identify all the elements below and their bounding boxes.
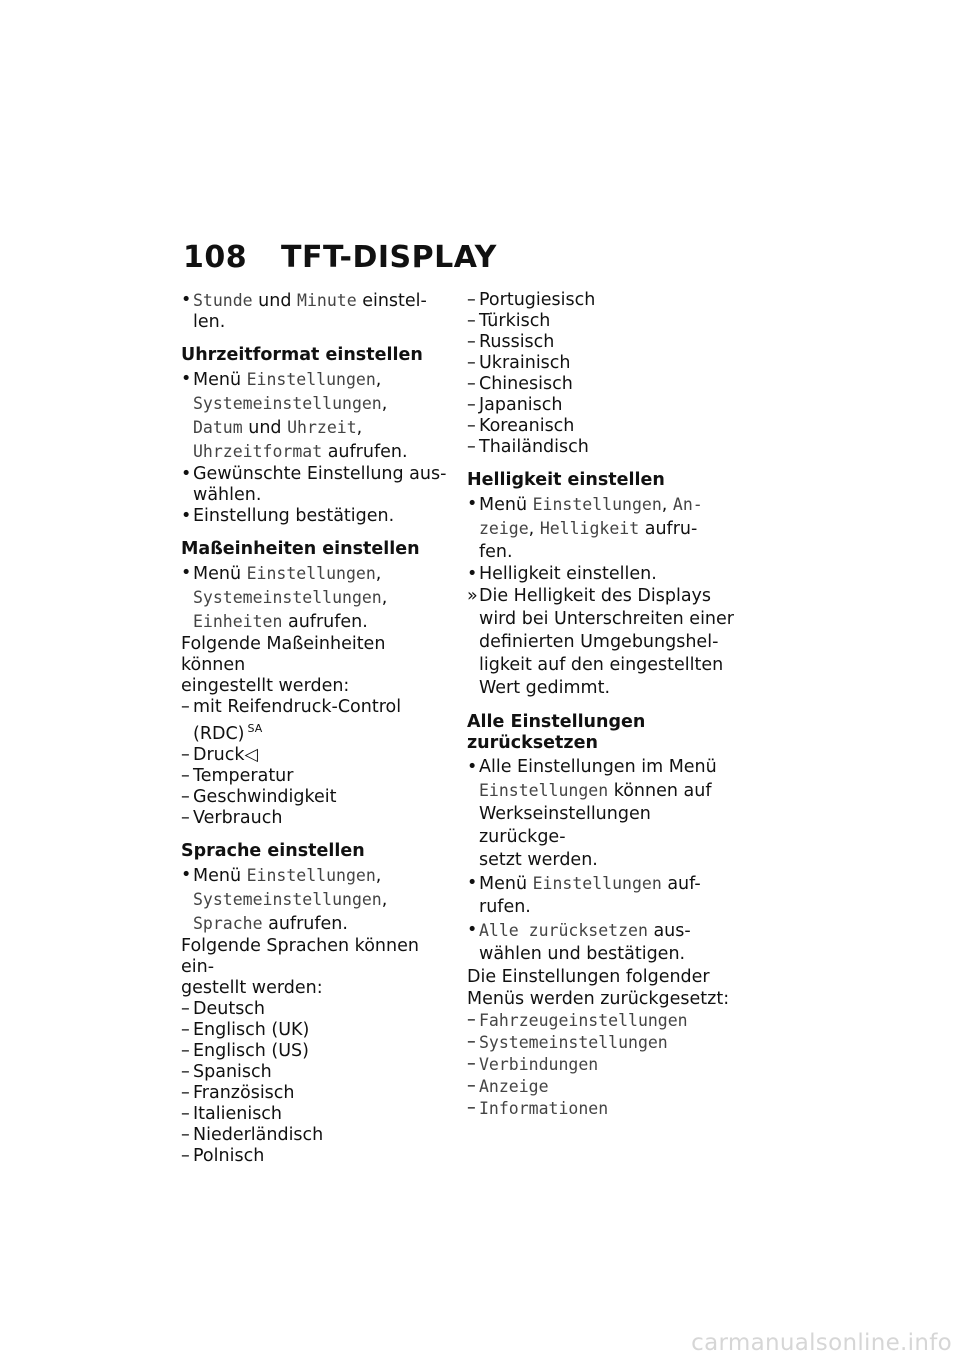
language-intro — [181, 936, 453, 999]
dash-icon: – — [467, 311, 476, 331]
text: zurücksetzen — [467, 733, 598, 753]
text: Verbrauch — [193, 807, 283, 828]
text: wird bei Unterschreiten einer — [479, 609, 734, 629]
text: Italienisch — [193, 1103, 283, 1124]
menu-code: Einstellungen — [246, 564, 376, 583]
dash-icon: – — [181, 765, 190, 786]
dash-item-language — [467, 395, 737, 416]
bullet-reset-info — [467, 756, 737, 872]
text: Ukrainisch — [479, 353, 571, 373]
text: Menüs werden zurückgesetzt: — [467, 989, 730, 1009]
menu-code: Einstellungen — [479, 781, 609, 800]
text: eingestellt werden: — [181, 676, 350, 696]
text: len. — [193, 312, 226, 332]
text: aufru- — [639, 519, 698, 539]
bullet-icon: • — [467, 920, 478, 940]
text: wählen und bestätigen. — [479, 944, 686, 964]
dash-item-speed — [181, 787, 453, 808]
bullet-language-menu — [181, 864, 453, 936]
menu-code: Verbindungen — [479, 1055, 599, 1074]
heading-reset — [467, 712, 737, 754]
bullet-reset-menu — [467, 872, 737, 919]
dash-icon: – — [467, 1010, 476, 1030]
text: gestellt werden: — [181, 977, 323, 998]
dash-icon: – — [181, 998, 190, 1019]
watermark: carmanualsonline.info — [691, 1330, 952, 1356]
text: Helligkeit einstellen. — [479, 564, 657, 584]
text: Portugiesisch — [479, 290, 596, 310]
dash-icon: – — [181, 744, 190, 765]
bullet-icon: • — [467, 494, 478, 514]
dash-icon: – — [467, 332, 476, 352]
dash-item-language — [181, 1125, 453, 1146]
text: aufrufen. — [322, 442, 408, 462]
bullet-icon: • — [181, 506, 192, 526]
bullet-icon: • — [181, 563, 192, 583]
text: Gewünschte Einstellung aus- — [193, 464, 447, 484]
dash-icon: – — [467, 1076, 476, 1096]
dash-item-reset-menu — [467, 1010, 737, 1032]
dash-item-language — [467, 374, 737, 395]
dash-icon: – — [181, 1061, 190, 1082]
text: Einstellung bestätigen. — [193, 506, 395, 526]
text: Menü — [193, 564, 247, 584]
dash-item-reset-menu — [467, 1076, 737, 1098]
dash-item-language — [181, 999, 453, 1020]
text: Menü — [193, 370, 247, 390]
text: Menü — [193, 865, 247, 886]
option-superscript: SA — [247, 722, 263, 735]
dash-icon: – — [181, 1082, 190, 1103]
bullet-icon: • — [467, 757, 478, 777]
dash-icon: – — [467, 1032, 476, 1052]
text: Türkisch — [479, 311, 551, 331]
text: Wert gedimmt. — [479, 678, 611, 698]
dash-icon: – — [181, 1145, 190, 1166]
dash-icon: – — [467, 374, 476, 394]
menu-code: Minute — [297, 291, 357, 310]
bullet-icon: • — [181, 290, 192, 310]
text: und — [242, 418, 288, 438]
dash-item-pressure — [181, 745, 453, 766]
page-header — [183, 240, 497, 275]
text: , — [381, 394, 388, 414]
dash-item-language — [467, 416, 737, 437]
dash-item-language — [467, 311, 737, 332]
text: fen. — [479, 542, 513, 562]
text: definierten Umgebungshel- — [479, 632, 719, 652]
text: Druck — [193, 744, 245, 765]
menu-code: An- — [672, 495, 703, 514]
text: , — [375, 370, 382, 390]
text: Englisch (UK) — [193, 1019, 310, 1040]
text: Polnisch — [193, 1145, 265, 1166]
text: Französisch — [193, 1082, 295, 1103]
dash-icon: – — [181, 697, 190, 717]
dash-item-reset-menu — [467, 1098, 737, 1120]
menu-code: Informationen — [479, 1099, 609, 1118]
text: Die Einstellungen folgender — [467, 967, 710, 987]
result-arrow-icon: » — [467, 586, 478, 606]
bullet-set-hour-minute — [181, 290, 453, 333]
text: Niederländisch — [193, 1124, 324, 1145]
dash-item-language — [467, 437, 737, 458]
units-intro — [181, 634, 453, 697]
text: , — [381, 889, 388, 910]
dash-item-language — [467, 290, 737, 311]
bullet-icon: • — [181, 369, 192, 389]
text: Folgende Sprachen können ein- — [181, 935, 419, 977]
result-brightness-dimming — [467, 585, 737, 700]
menu-code: Anzeige — [479, 1077, 549, 1096]
dash-item-language — [181, 1041, 453, 1062]
page-number: 108 — [183, 240, 248, 275]
text: aus- — [647, 921, 691, 941]
text: Werkseinstellungen zurückge- — [479, 804, 651, 847]
dash-item-temperature — [181, 766, 453, 787]
menu-code: Systemeinstellungen — [479, 1033, 668, 1052]
text: aufrufen. — [262, 913, 348, 934]
dash-item-language — [181, 1062, 453, 1083]
text: setzt werden. — [479, 850, 598, 870]
dash-icon: – — [181, 1124, 190, 1145]
menu-code: Systemeinstellungen — [193, 889, 382, 909]
dash-icon: – — [467, 437, 476, 457]
text: , — [661, 495, 673, 515]
dash-icon: – — [181, 1040, 190, 1061]
bullet-time-format-menu — [181, 368, 453, 464]
right-column — [467, 290, 737, 1120]
text: können auf — [608, 781, 712, 801]
dash-icon: – — [181, 1019, 190, 1040]
menu-code: Helligkeit — [539, 519, 640, 538]
text: mit Reifendruck-Control — [193, 697, 402, 717]
dash-icon: – — [181, 786, 190, 807]
bullet-set-brightness — [467, 564, 737, 585]
menu-code: Datum — [193, 418, 243, 437]
dash-item-reset-menu — [467, 1054, 737, 1076]
text: , — [381, 588, 388, 608]
text: Alle Einstellungen im Menü — [479, 757, 717, 777]
bullet-icon: • — [181, 464, 192, 484]
menu-code: Einstellungen — [246, 370, 376, 389]
dash-item-language — [181, 1146, 453, 1167]
text: Folgende Maßeinheiten können — [181, 634, 386, 675]
left-column — [181, 290, 453, 1167]
text: Deutsch — [193, 998, 266, 1019]
text: Spanisch — [193, 1061, 272, 1082]
text: auf- — [661, 874, 701, 894]
text: Englisch (US) — [193, 1040, 309, 1061]
menu-code: Uhrzeitformat — [193, 442, 323, 461]
bullet-reset-select — [467, 919, 737, 966]
text: Temperatur — [193, 765, 294, 786]
text: , — [375, 564, 382, 584]
menu-code: Einstellungen — [532, 874, 662, 893]
text: Alle Einstellungen — [467, 712, 646, 732]
dash-icon: – — [467, 395, 476, 415]
dash-icon: – — [467, 290, 476, 310]
menu-code: Systemeinstellungen — [193, 588, 382, 607]
text: , — [356, 418, 363, 438]
text: Japanisch — [479, 395, 563, 415]
bullet-confirm-setting — [181, 506, 453, 527]
bullet-choose-setting — [181, 464, 453, 506]
heading-brightness: Helligkeit einstellen — [467, 470, 665, 490]
bullet-icon: • — [467, 873, 478, 893]
text: Thailändisch — [479, 437, 589, 457]
menu-code: Alle zurücksetzen — [479, 921, 648, 940]
text: wählen. — [193, 485, 262, 505]
menu-code: Uhrzeit — [287, 418, 357, 437]
text: , — [375, 865, 382, 886]
dash-icon: – — [467, 416, 476, 436]
heading-language: Sprache einstellen — [181, 840, 365, 861]
dash-icon: – — [181, 807, 190, 828]
reset-intro — [467, 966, 737, 1010]
text: einstel- — [356, 291, 427, 311]
text: Menü — [479, 874, 533, 894]
dash-icon: – — [467, 1098, 476, 1118]
menu-code: Einstellungen — [532, 495, 662, 514]
text: Chinesisch — [479, 374, 573, 394]
bullet-icon: • — [181, 864, 192, 885]
heading-units: Maßeinheiten einstellen — [181, 539, 420, 559]
dash-item-rdc — [181, 697, 453, 745]
text: Menü — [479, 495, 533, 515]
text: Geschwindigkeit — [193, 786, 337, 807]
heading-time-format: Uhrzeitformat einstellen — [181, 345, 423, 365]
chapter-title: TFT-DISPLAY — [281, 240, 497, 275]
triangle-left-icon: ◁ — [244, 744, 258, 765]
bullet-units-menu — [181, 562, 453, 634]
text: (RDC) — [193, 723, 245, 744]
dash-item-consumption — [181, 808, 453, 829]
text: und — [252, 291, 298, 311]
text: Die Helligkeit des Displays — [479, 586, 712, 606]
dash-item-language — [181, 1104, 453, 1125]
dash-item-language — [181, 1083, 453, 1104]
text: Koreanisch — [479, 416, 575, 436]
dash-icon: – — [467, 353, 476, 373]
text: rufen. — [479, 897, 531, 917]
text: ligkeit auf den eingestellten — [479, 655, 724, 675]
menu-code: Stunde — [193, 291, 253, 310]
dash-icon: – — [467, 1054, 476, 1074]
text: , — [528, 519, 540, 539]
menu-code: Systemeinstellungen — [193, 394, 382, 413]
menu-code: Einstellungen — [246, 865, 376, 885]
dash-item-reset-menu — [467, 1032, 737, 1054]
dash-item-language — [181, 1020, 453, 1041]
menu-code: Einheiten — [193, 612, 283, 631]
text: aufrufen. — [282, 612, 368, 632]
bullet-icon: • — [467, 564, 478, 584]
menu-code: Fahrzeugeinstellungen — [479, 1011, 688, 1030]
dash-icon: – — [181, 1103, 190, 1124]
menu-code: Sprache — [193, 913, 263, 933]
text: Russisch — [479, 332, 555, 352]
bullet-brightness-menu — [467, 493, 737, 564]
dash-item-language — [467, 332, 737, 353]
dash-item-language — [467, 353, 737, 374]
menu-code: zeige — [479, 519, 529, 538]
